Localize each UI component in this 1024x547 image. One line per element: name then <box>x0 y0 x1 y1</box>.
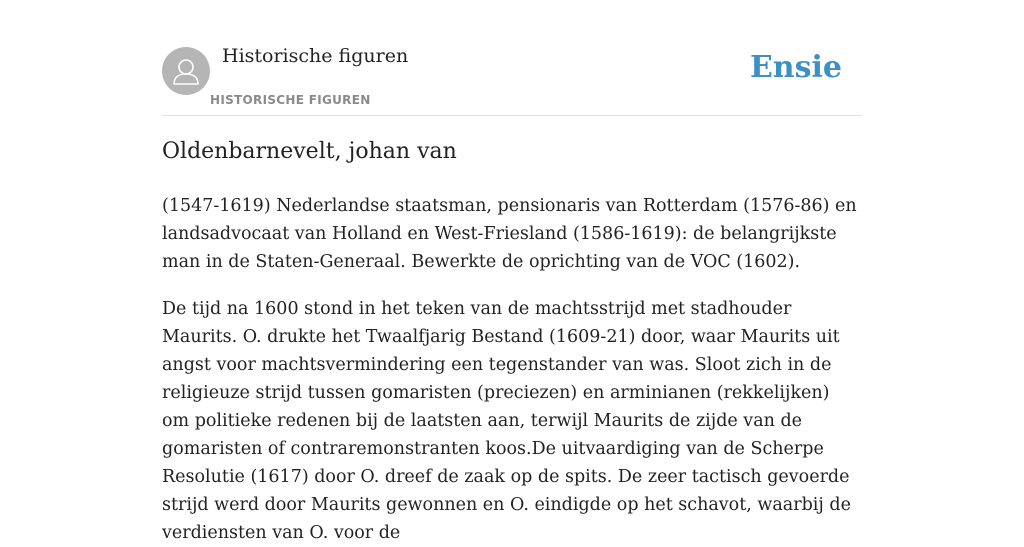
user-icon <box>162 47 210 95</box>
page <box>162 0 862 543</box>
avatar[interactable] <box>162 47 210 95</box>
article-paragraph: (1547-1619) Nederlandse staatsman, pensionaris van Rotterdam (1576-86) en landsadvocaat van Holland en West-Friesland (1586-1619): de belangrijkste man in de Staten-Generaal. Bewerkte de oprichting van de VOC (1602). <box>162 196 857 272</box>
brand-logo[interactable]: Ensie <box>749 50 842 85</box>
article-title: Oldenbarnevelt, johan van <box>162 139 457 164</box>
author-tag[interactable]: HISTORISCHE FIGUREN <box>210 93 371 107</box>
header <box>162 0 862 116</box>
author-name[interactable]: Historische figuren <box>222 45 409 67</box>
article-paragraph: De tijd na 1600 stond in het teken van de machtsstrijd met stadhouder Maurits. O. drukte het Twaalfjarig Bestand (1609-21) door, waar Maurits uit angst voor machtsvermindering een tegenstander van was. Sloot zich in de religieuze strijd tussen gomaristen (preciezen) en arminianen (rekkelijken) om politieke redenen bij de laatsten aan, terwijl Maurits de zijde van de gomaristen of contraremonstranten koos.De uitvaardiging van de Scherpe Resolutie (1617) door O. dreef de zaak op de spits. De zeer tactisch gevoerde strijd werd door Maurits gewonnen en O. eindigde op het schavot, waarbij de verdiensten van O. voor de <box>162 299 851 543</box>
